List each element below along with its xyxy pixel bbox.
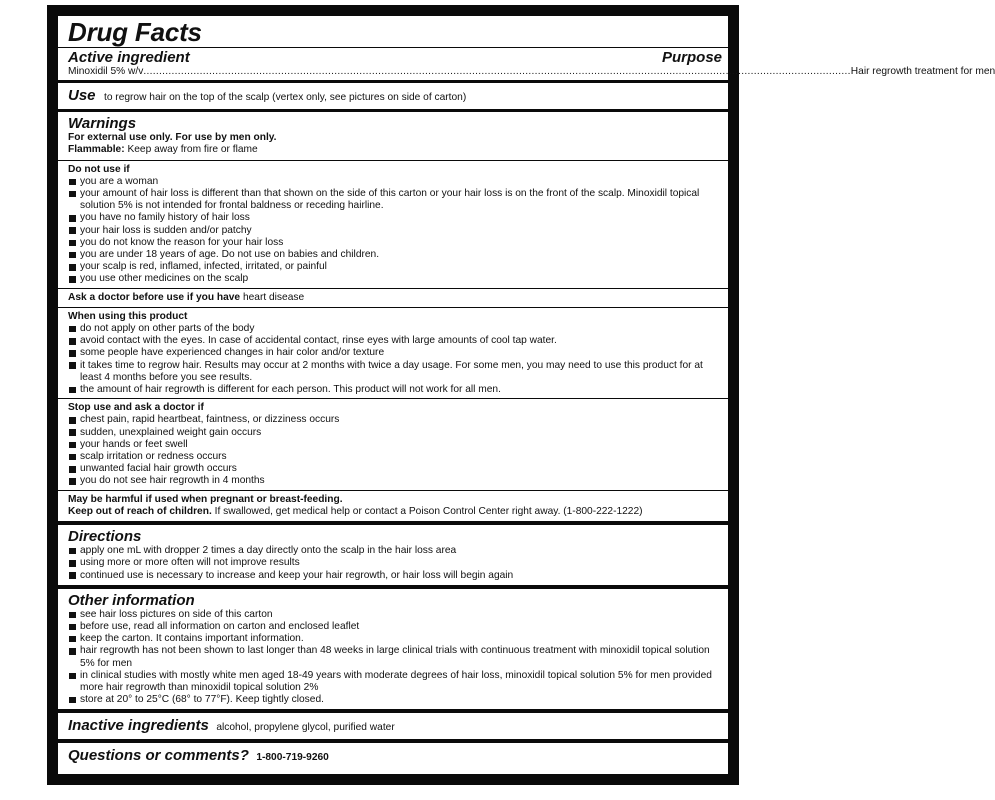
page-title: Drug Facts xyxy=(68,17,202,47)
list-item: the amount of hair regrowth is different for each person. This product will not work for all men. xyxy=(68,384,722,396)
do-not-use-heading: Do not use if xyxy=(68,163,130,175)
other-info-heading: Other information xyxy=(68,591,195,609)
list-item: chest pain, rapid heartbeat, faintness, or dizziness occurs xyxy=(68,414,722,426)
list-item: you use other medicines on the scalp xyxy=(68,273,722,285)
use-heading: Use xyxy=(68,87,96,105)
questions-phone: 1-800-719-9260 xyxy=(256,752,329,764)
questions-heading: Questions or comments? xyxy=(68,747,249,765)
other-info-section xyxy=(58,589,728,714)
ask-doctor-heading: Ask a doctor before use if you have xyxy=(68,291,241,303)
questions-section xyxy=(58,743,728,769)
list-item: keep the carton. It contains important information. xyxy=(68,633,722,645)
purpose-heading: Purpose xyxy=(661,49,722,66)
list-item: avoid contact with the eyes. In case of accidental contact, rinse eyes with large amounts of cool tap water. xyxy=(68,335,722,347)
list-item: some people have experienced changes in hair color and/or texture xyxy=(68,347,722,359)
external-use-text: For external use only. For use by men only. xyxy=(68,132,277,144)
flammable-text: Keep away from fire or flame xyxy=(127,144,258,156)
list-item: you are a woman xyxy=(68,176,722,188)
when-using-section xyxy=(58,308,728,399)
list-item: you have no family history of hair loss xyxy=(68,212,722,224)
list-item: your hands or feet swell xyxy=(68,439,722,451)
list-item: it takes time to regrow hair. Results may occur at 2 months with twice a day usage. For some men, you may need to use this product for at least 4 months before you see results. xyxy=(68,360,722,384)
list-item: apply one mL with dropper 2 times a day directly onto the scalp in the hair loss area xyxy=(68,545,722,557)
active-ingredient-heading: Active ingredient xyxy=(68,49,190,66)
inactive-heading: Inactive ingredients xyxy=(68,717,209,735)
ask-doctor-section xyxy=(58,289,728,308)
list-item: sudden, unexplained weight gain occurs xyxy=(68,427,722,439)
stop-use-section xyxy=(58,399,728,490)
dot-leader: .................................................................................................................................................................................................................................. xyxy=(143,66,851,77)
list-item: your scalp is red, inflamed, infected, irritated, or painful xyxy=(68,261,722,273)
title-section xyxy=(58,16,995,83)
list-item: in clinical studies with mostly white men aged 18-49 years with moderate degrees of hair loss, minoxidil topical solution 5% for men provided more hair regrowth than minoxidil topical solution 2% xyxy=(68,670,722,694)
active-ingredient-row xyxy=(68,66,995,78)
use-text: to regrow hair on the top of the scalp (vertex only, see pictures on side of carton) xyxy=(103,92,467,104)
warnings-heading: Warnings xyxy=(68,115,137,133)
list-item: using more or more often will not improve results xyxy=(68,557,722,569)
ask-doctor-text: heart disease xyxy=(242,291,305,303)
when-using-heading: When using this product xyxy=(68,310,188,322)
flammable-label: Flammable: xyxy=(68,144,125,156)
list-item: you are under 18 years of age. Do not use on babies and children. xyxy=(68,249,722,261)
pregnancy-section xyxy=(58,491,728,525)
active-ingredient: Minoxidil 5% w/v xyxy=(68,66,144,77)
list-item: scalp irritation or redness occurs xyxy=(68,451,722,463)
drug-facts-label xyxy=(47,5,995,785)
list-item: unwanted facial hair growth occurs xyxy=(68,463,722,475)
list-item: your amount of hair loss is different than that shown on the side of this carton or your hair loss is on the front of the scalp. Minoxidil topical solution 5% is not intended for frontal baldness or receding hairline. xyxy=(68,188,722,212)
use-section xyxy=(58,83,728,112)
list-item: before use, read all information on carton and enclosed leaflet xyxy=(68,621,722,633)
list-item: store at 20° to 25°C (68° to 77°F). Keep tightly closed. xyxy=(68,694,722,706)
warnings-header xyxy=(58,112,728,160)
stop-use-heading: Stop use and ask a doctor if xyxy=(68,402,204,414)
list-item: see hair loss pictures on side of this carton xyxy=(68,609,722,621)
pregnancy-warning: May be harmful if used when pregnant or breast-feeding. xyxy=(68,493,343,505)
directions-heading: Directions xyxy=(68,528,142,546)
keep-out-label: Keep out of reach of children. xyxy=(68,505,212,517)
purpose-text: Hair regrowth treatment for men xyxy=(850,66,995,77)
list-item: your hair loss is sudden and/or patchy xyxy=(68,225,722,237)
inactive-section xyxy=(58,713,728,743)
keep-out-text: If swallowed, get medical help or contact a Poison Control Center right away. (1-800-222-1222) xyxy=(214,505,643,517)
inactive-text: alcohol, propylene glycol, purified water xyxy=(216,722,395,734)
do-not-use-section xyxy=(58,161,728,289)
list-item: hair regrowth has not been shown to last longer than 48 weeks in large clinical trials with continuous treatment with minoxidil topical solution 5% for men xyxy=(68,645,722,669)
list-item: you do not see hair regrowth in 4 months xyxy=(68,475,722,487)
list-item: continued use is necessary to increase and keep your hair regrowth, or hair loss will begin again xyxy=(68,570,722,582)
list-item: you do not know the reason for your hair loss xyxy=(68,237,722,249)
list-item: do not apply on other parts of the body xyxy=(68,323,722,335)
directions-section xyxy=(58,525,728,589)
